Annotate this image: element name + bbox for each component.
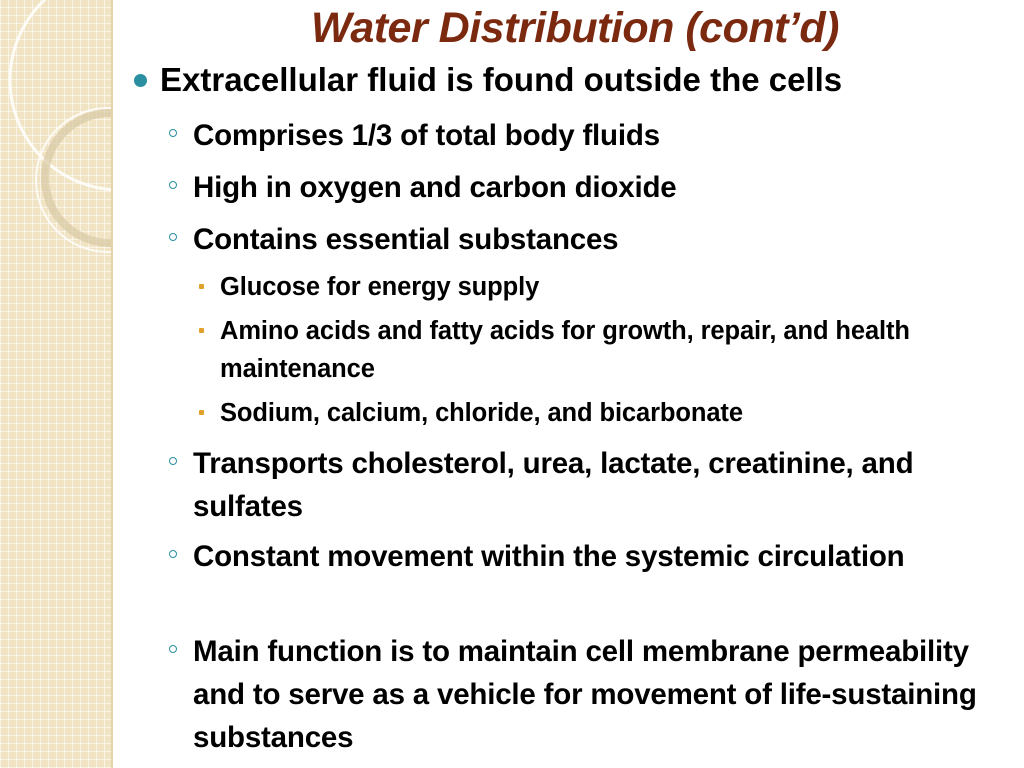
main-bullet: Extracellular fluid is found outside the cells: [160, 61, 843, 98]
ring-bullet-icon: [169, 129, 177, 137]
square-bullet-icon: [199, 328, 204, 333]
square-bullet-icon: [199, 284, 204, 289]
sub-bullet: High in oxygen and carbon dioxide: [193, 171, 677, 204]
sub-sub-bullet: Glucose for energy supply: [220, 273, 540, 301]
sub-bullet: Contains essential substances: [193, 223, 619, 256]
ring-bullet-icon: [169, 550, 177, 558]
sub-bullet: Comprises 1/3 of total body fluids: [193, 119, 660, 152]
square-bullet-icon: [199, 410, 204, 415]
ring-bullet-icon: [169, 181, 177, 189]
sub-sub-bullet: Sodium, calcium, chloride, and bicarbonate: [220, 399, 743, 427]
sub-bullet: Main function is to maintain cell membrane permeability and to serve as a vehicle for movement of life-sustaining substances: [193, 635, 977, 754]
ring-bullet-icon: [169, 645, 177, 653]
ring-bullet-icon: [169, 457, 177, 465]
sub-sub-bullet: Amino acids and fatty acids for growth, repair, and health maintenance: [220, 317, 910, 383]
sub-bullet: Transports cholesterol, urea, lactate, creatinine, and sulfates: [193, 447, 914, 523]
slide-title: Water Distribution (cont’d): [311, 4, 839, 52]
ring-bullet-icon: [169, 233, 177, 241]
bullet-dot-icon: [134, 74, 147, 87]
sub-bullet: Constant movement within the systemic circulation: [193, 540, 905, 573]
